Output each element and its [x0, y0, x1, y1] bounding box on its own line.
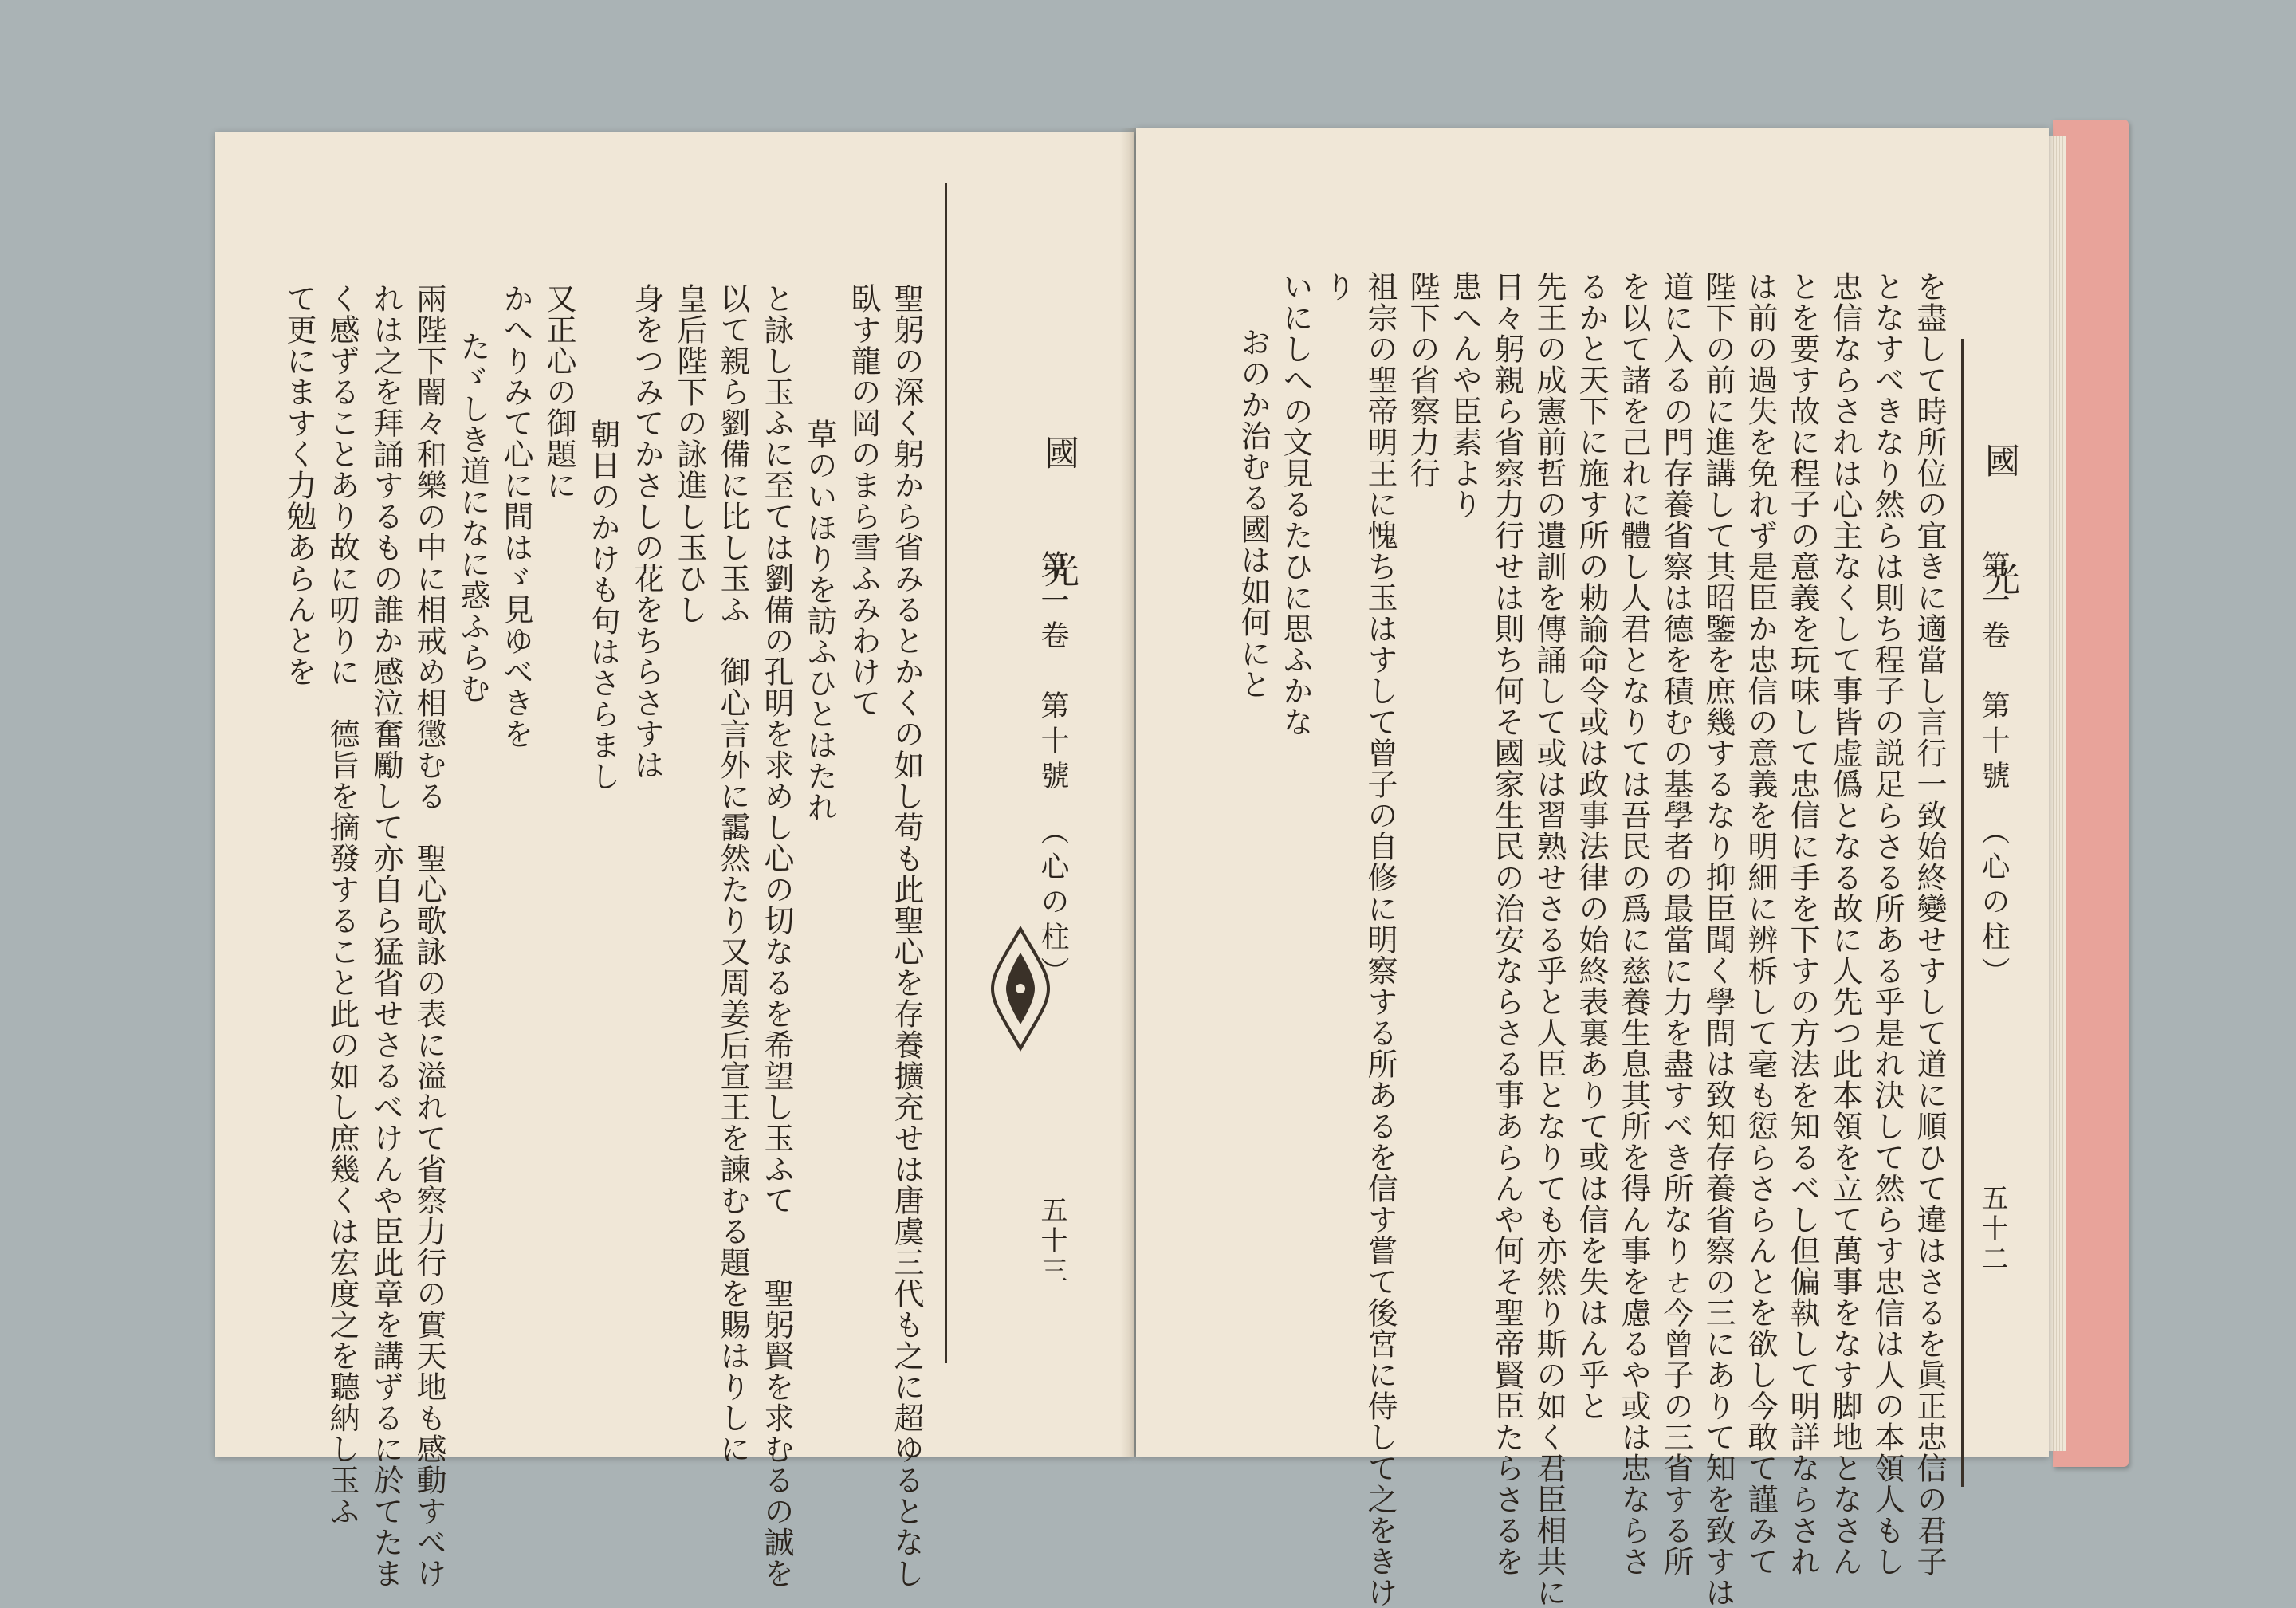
right-text-col-6: 陛下の前に進講して其昭鑒を庶幾するなり抑臣聞く學問は致知存養省察の三にありて知を致すは	[1700, 271, 1736, 1608]
right-text-col-2: となすべきなり然らは則ち程子の説足らさる所ある乎是れ決して然らす忠信は人の本領人もし	[1869, 271, 1905, 1577]
left-text-col-3: 草のいほりを訪ふひとはたれ	[802, 419, 837, 823]
left-header-rule	[945, 183, 947, 1363]
right-text-col-14: 祖宗の聖帝明王に愧ち玉はすして曾子の自修に明察する所あるを信す嘗て後宮に侍して之をきけ	[1362, 271, 1398, 1608]
right-page-title: 國 光	[1979, 442, 2019, 619]
right-text-col-5: は前の過失を免れず是臣か忠信の意義を明細に辨柝して毫も愆らさらんとを欲し今敢て謹みて	[1743, 271, 1778, 1577]
right-header-rule	[1961, 339, 1964, 1487]
right-text-col-11: 日々躬親ら省察力行せは則ち何そ國家生民の治安ならさる事あらんや何そ聖帝賢臣たらさるを	[1489, 271, 1524, 1577]
right-text-col-10: 先王の成憲前哲の遺訓を傳誦して或は習熟せさる乎と人臣となりても亦然り斯の如く君臣相共に	[1531, 271, 1567, 1608]
left-page	[215, 132, 1134, 1589]
right-text-col-4: とを要す故に程子の意義を玩味して忠信に手を下すの方法を知るべし但偏執して明詳ならされ	[1785, 271, 1820, 1577]
right-page-number: 五十二	[1976, 1184, 2008, 1275]
right-text-col-12: 患へんや臣素より	[1447, 271, 1482, 520]
right-text-col-17: おのか治むる國は如何にと	[1236, 327, 1271, 700]
left-page-title: 國 光	[1038, 434, 1079, 611]
left-text-col-11: たゞしき道になに惑ふらむ	[455, 331, 490, 704]
right-text-col-1: を盡して時所位の宜きに適當し言行一致始終變せすして道に順ひて違はさるを眞正忠信の君子	[1912, 271, 1947, 1577]
left-text-col-15: て更にますく力勉あらんとを	[281, 283, 316, 687]
left-text-col-12: 兩陛下闇々和樂の中に相戒め相懲むる 聖心歌詠の表に溢れて省察力行の實天地も感動すべけ	[411, 283, 446, 1589]
left-text-col-7: 身をつみてかさしの花をちらさすは	[629, 283, 664, 780]
header-ornament	[989, 925, 1052, 1052]
right-page-issue: 第一卷 第十號 （心の柱）	[1977, 550, 2010, 992]
left-text-col-1: 聖躬の深く躬から省みるとかくの如し苟も此聖心を存養擴充せは唐虞三代も之に超ゆるとなし	[889, 283, 924, 1589]
right-text-col-3: 忠信ならされは心主なくして事皆虚僞となる故に人先つ此本領を立て萬事をなす脚地となさん	[1827, 271, 1862, 1577]
left-text-col-4: と詠し玉ふに至ては劉備の孔明を求めし心の切なるを希望し玉ふて 聖躬賢を求むるの誠を	[759, 283, 794, 1589]
left-text-col-8: 朝日のかけも句はさらまし	[585, 419, 620, 792]
right-page	[1136, 128, 2049, 1608]
right-text-col-15: り	[1320, 271, 1355, 302]
left-page-issue: 第一卷 第十號 （心の柱）	[1036, 550, 1069, 992]
left-text-col-13: れは之を拜誦するもの誰か感泣奮勵して亦自ら猛省せさるべけんや臣此章を講ずるに於てたま	[368, 283, 403, 1589]
right-text-col-9: るかと天下に施す所の勅諭命令或は政事法律の始終表裏ありて或は信を失はん乎と	[1574, 271, 1609, 1421]
right-text-col-13: 陛下の省察力行	[1405, 271, 1440, 489]
left-text-col-5: 以て親ら劉備に比し玉ふ 御心言外に靄然たり又周姜后宣王を諫むる題を賜はりしに	[715, 283, 750, 1464]
left-text-col-10: かへりみて心に間はゞ見ゆべきを	[498, 283, 533, 749]
left-text-col-6: 皇后陛下の詠進し玉ひし	[672, 283, 707, 625]
right-text-col-7: 道に入るの門存養省察は德を積むの基學者の最當に力を盡すべき所なりㄜ今曾子の三省する所	[1658, 271, 1693, 1577]
right-text-col-8: を以て諸を己れに體し人君となりては吾民の爲に慈養生息其所を得ん事を慮るや或は忠ならさ	[1616, 271, 1651, 1577]
left-text-col-9: 又正心の御題に	[541, 283, 576, 501]
left-page-number: 五十三	[1036, 1196, 1067, 1287]
right-text-col-16: いにしへの文見るたひに思ふかな	[1278, 271, 1313, 737]
left-text-col-14: く感ずることあり故に叨りに 德旨を摘發すること此の如し庶幾くは宏度之を聽納し玉ふ	[324, 283, 360, 1527]
left-text-col-2: 臥す龍の岡のまら雪ふみわけて	[846, 283, 881, 718]
